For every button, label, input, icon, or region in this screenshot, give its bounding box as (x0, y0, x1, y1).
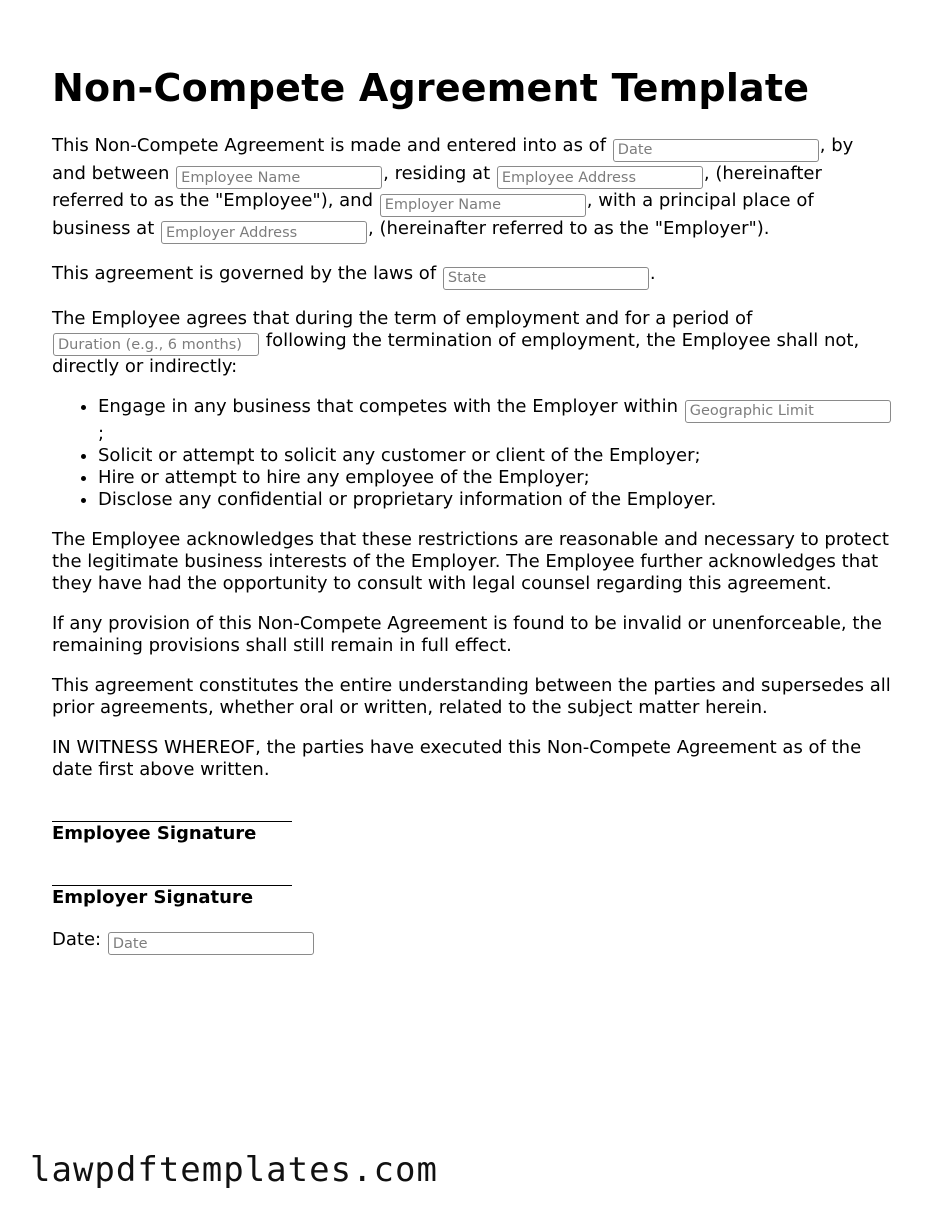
list-item: • Solicit or attempt to solicit any customer or client of the Employer; (98, 445, 892, 467)
intro-text-4: , (hereinafter referred to as the "Employee"), and (52, 162, 822, 211)
employer-name-input[interactable] (380, 194, 586, 217)
page-title: Non-Compete Agreement Template (52, 66, 810, 110)
term-paragraph (52, 308, 892, 379)
intro-text-2: , by and between (52, 135, 854, 184)
state-input[interactable] (443, 267, 649, 290)
employer-address-input[interactable] (161, 221, 367, 244)
acknowledgement-paragraph: The Employee acknowledges that these restrictions are reasonable and necessary to protect the legitimate business interests of the Employer. The Employee further acknowledges that they have had the opportunity to consult with legal counsel regarding this agreement. (52, 528, 889, 594)
governing-law-paragraph (52, 262, 892, 290)
governing-text-1: This agreement is governed by the laws of (52, 263, 437, 284)
employer-signature-label: Employer Signature (52, 886, 254, 908)
list-item: • Hire or attempt to hire any employee of the Employer; (98, 467, 892, 489)
list-item: • Disclose any confidential or proprietary information of the Employer. (98, 489, 892, 511)
employer-signature-line[interactable] (52, 865, 292, 886)
severability-paragraph: If any provision of this Non-Compete Agreement is found to be invalid or unenforceable, the remaining provisions shall still remain in full effect. (52, 612, 882, 656)
intro-paragraph (52, 134, 892, 244)
duration-input[interactable] (53, 333, 259, 356)
geographic-limit-input[interactable] (685, 400, 891, 423)
list-item (98, 396, 892, 445)
employee-signature-line[interactable] (52, 801, 292, 822)
entire-agreement-paragraph: This agreement constitutes the entire understanding between the parties and supersedes all prior agreements, whether oral or written, related to the subject matter herein. (52, 674, 891, 718)
term-text-2: following the termination of employment, the Employee shall not, directly or indirectly: (52, 329, 860, 377)
signature-date-input[interactable] (108, 932, 314, 955)
document-page (52, 62, 892, 955)
restriction-1-end: ; (98, 422, 105, 444)
restrictions-list (52, 396, 892, 511)
signature-block (52, 801, 892, 956)
signature-date-row (52, 928, 892, 956)
employee-signature-label: Employee Signature (52, 822, 257, 844)
date-label: Date: (52, 928, 102, 950)
agreement-date-input[interactable] (613, 139, 819, 162)
watermark: lawpdftemplates.com (30, 1150, 438, 1190)
governing-text-2: . (649, 263, 656, 284)
witness-paragraph: IN WITNESS WHEREOF, the parties have executed this Non-Compete Agreement as of the date first above written. (52, 736, 862, 780)
employee-name-input[interactable] (176, 166, 382, 189)
intro-text-3: , residing at (383, 162, 491, 184)
restriction-1-text: Engage in any business that competes with the Employer within (98, 396, 678, 417)
term-text-1: The Employee agrees that during the term of employment and for a period of (52, 307, 753, 329)
employee-address-input[interactable] (497, 166, 703, 189)
intro-text-6: , (hereinafter referred to as the "Employer"). (368, 217, 770, 239)
intro-text-1: This Non-Compete Agreement is made and entered into as of (52, 135, 607, 156)
intro-text-5: , with a principal place of business at (52, 190, 814, 239)
